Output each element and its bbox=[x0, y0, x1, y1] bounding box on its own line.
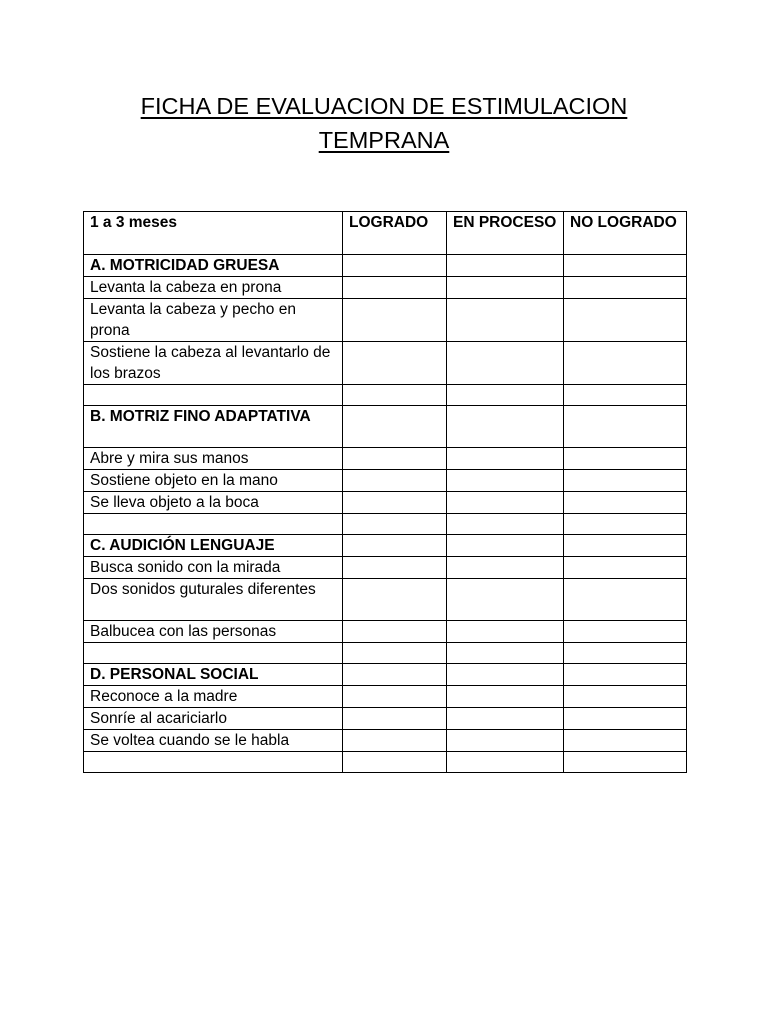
item-label: Levanta la cabeza en prona bbox=[84, 277, 343, 299]
item-label: Reconoce a la madre bbox=[84, 686, 343, 708]
en-proceso-cell[interactable] bbox=[447, 299, 564, 342]
logrado-cell[interactable] bbox=[343, 406, 447, 448]
no-logrado-cell[interactable] bbox=[564, 514, 687, 535]
section-label: A. MOTRICIDAD GRUESA bbox=[84, 255, 343, 277]
en-proceso-cell[interactable] bbox=[447, 342, 564, 385]
logrado-cell[interactable] bbox=[343, 470, 447, 492]
header-en-proceso: EN PROCESO bbox=[447, 212, 564, 255]
table-row bbox=[84, 470, 687, 492]
table-row bbox=[84, 342, 687, 385]
logrado-cell[interactable] bbox=[343, 686, 447, 708]
no-logrado-cell[interactable] bbox=[564, 621, 687, 643]
no-logrado-cell[interactable] bbox=[564, 686, 687, 708]
no-logrado-cell[interactable] bbox=[564, 579, 687, 621]
en-proceso-cell[interactable] bbox=[447, 277, 564, 299]
table-row bbox=[84, 730, 687, 752]
item-label bbox=[84, 514, 343, 535]
no-logrado-cell[interactable] bbox=[564, 535, 687, 557]
item-label: Dos sonidos guturales diferentes bbox=[84, 579, 343, 621]
en-proceso-cell[interactable] bbox=[447, 514, 564, 535]
logrado-cell[interactable] bbox=[343, 535, 447, 557]
item-label: Abre y mira sus manos bbox=[84, 448, 343, 470]
item-label bbox=[84, 752, 343, 773]
en-proceso-cell[interactable] bbox=[447, 535, 564, 557]
section-row-motriz-fino-adaptativa bbox=[84, 406, 687, 448]
no-logrado-cell[interactable] bbox=[564, 492, 687, 514]
no-logrado-cell[interactable] bbox=[564, 730, 687, 752]
section-label: B. MOTRIZ FINO ADAPTATIVA bbox=[84, 406, 343, 448]
item-label: Sostiene objeto en la mano bbox=[84, 470, 343, 492]
table-header-row bbox=[84, 212, 687, 255]
en-proceso-cell[interactable] bbox=[447, 255, 564, 277]
en-proceso-cell[interactable] bbox=[447, 621, 564, 643]
logrado-cell[interactable] bbox=[343, 514, 447, 535]
en-proceso-cell[interactable] bbox=[447, 643, 564, 664]
evaluation-table bbox=[83, 211, 687, 773]
item-label: Sostiene la cabeza al levantarlo de los brazos bbox=[84, 342, 343, 385]
header-no-logrado: NO LOGRADO bbox=[564, 212, 687, 255]
no-logrado-cell[interactable] bbox=[564, 752, 687, 773]
logrado-cell[interactable] bbox=[343, 752, 447, 773]
section-row-personal-social bbox=[84, 664, 687, 686]
no-logrado-cell[interactable] bbox=[564, 643, 687, 664]
item-label: Se lleva objeto a la boca bbox=[84, 492, 343, 514]
item-label: Balbucea con las personas bbox=[84, 621, 343, 643]
logrado-cell[interactable] bbox=[343, 708, 447, 730]
section-label: D. PERSONAL SOCIAL bbox=[84, 664, 343, 686]
item-label: Levanta la cabeza y pecho en prona bbox=[84, 299, 343, 342]
item-label: Sonríe al acariciarlo bbox=[84, 708, 343, 730]
logrado-cell[interactable] bbox=[343, 579, 447, 621]
table-row bbox=[84, 557, 687, 579]
en-proceso-cell[interactable] bbox=[447, 730, 564, 752]
header-age-range: 1 a 3 meses bbox=[84, 212, 343, 255]
table-row bbox=[84, 686, 687, 708]
logrado-cell[interactable] bbox=[343, 385, 447, 406]
empty-row bbox=[84, 514, 687, 535]
empty-row bbox=[84, 643, 687, 664]
no-logrado-cell[interactable] bbox=[564, 385, 687, 406]
no-logrado-cell[interactable] bbox=[564, 406, 687, 448]
table-row bbox=[84, 708, 687, 730]
logrado-cell[interactable] bbox=[343, 621, 447, 643]
en-proceso-cell[interactable] bbox=[447, 752, 564, 773]
table-row bbox=[84, 299, 687, 342]
no-logrado-cell[interactable] bbox=[564, 470, 687, 492]
section-row-motricidad-gruesa bbox=[84, 255, 687, 277]
table-row bbox=[84, 277, 687, 299]
en-proceso-cell[interactable] bbox=[447, 492, 564, 514]
logrado-cell[interactable] bbox=[343, 730, 447, 752]
table-row bbox=[84, 448, 687, 470]
no-logrado-cell[interactable] bbox=[564, 448, 687, 470]
logrado-cell[interactable] bbox=[343, 492, 447, 514]
item-label: Busca sonido con la mirada bbox=[84, 557, 343, 579]
logrado-cell[interactable] bbox=[343, 277, 447, 299]
en-proceso-cell[interactable] bbox=[447, 686, 564, 708]
table-row bbox=[84, 579, 687, 621]
no-logrado-cell[interactable] bbox=[564, 277, 687, 299]
table-row bbox=[84, 621, 687, 643]
item-label: Se voltea cuando se le habla bbox=[84, 730, 343, 752]
no-logrado-cell[interactable] bbox=[564, 342, 687, 385]
logrado-cell[interactable] bbox=[343, 448, 447, 470]
no-logrado-cell[interactable] bbox=[564, 557, 687, 579]
en-proceso-cell[interactable] bbox=[447, 579, 564, 621]
en-proceso-cell[interactable] bbox=[447, 708, 564, 730]
en-proceso-cell[interactable] bbox=[447, 664, 564, 686]
logrado-cell[interactable] bbox=[343, 664, 447, 686]
logrado-cell[interactable] bbox=[343, 299, 447, 342]
en-proceso-cell[interactable] bbox=[447, 406, 564, 448]
no-logrado-cell[interactable] bbox=[564, 255, 687, 277]
no-logrado-cell[interactable] bbox=[564, 299, 687, 342]
en-proceso-cell[interactable] bbox=[447, 385, 564, 406]
en-proceso-cell[interactable] bbox=[447, 470, 564, 492]
en-proceso-cell[interactable] bbox=[447, 557, 564, 579]
logrado-cell[interactable] bbox=[343, 643, 447, 664]
section-row-audicion-lenguaje bbox=[84, 535, 687, 557]
empty-row bbox=[84, 385, 687, 406]
section-label: C. AUDICIÓN LENGUAJE bbox=[84, 535, 343, 557]
item-label bbox=[84, 643, 343, 664]
page-title bbox=[0, 89, 768, 157]
empty-row bbox=[84, 752, 687, 773]
logrado-cell[interactable] bbox=[343, 255, 447, 277]
table-row bbox=[84, 492, 687, 514]
no-logrado-cell[interactable] bbox=[564, 708, 687, 730]
title-line-1: FICHA DE EVALUACION DE ESTIMULACION bbox=[140, 93, 628, 119]
logrado-cell[interactable] bbox=[343, 342, 447, 385]
header-logrado: LOGRADO bbox=[343, 212, 447, 255]
item-label bbox=[84, 385, 343, 406]
logrado-cell[interactable] bbox=[343, 557, 447, 579]
title-line-2: TEMPRANA bbox=[318, 127, 450, 153]
no-logrado-cell[interactable] bbox=[564, 664, 687, 686]
en-proceso-cell[interactable] bbox=[447, 448, 564, 470]
